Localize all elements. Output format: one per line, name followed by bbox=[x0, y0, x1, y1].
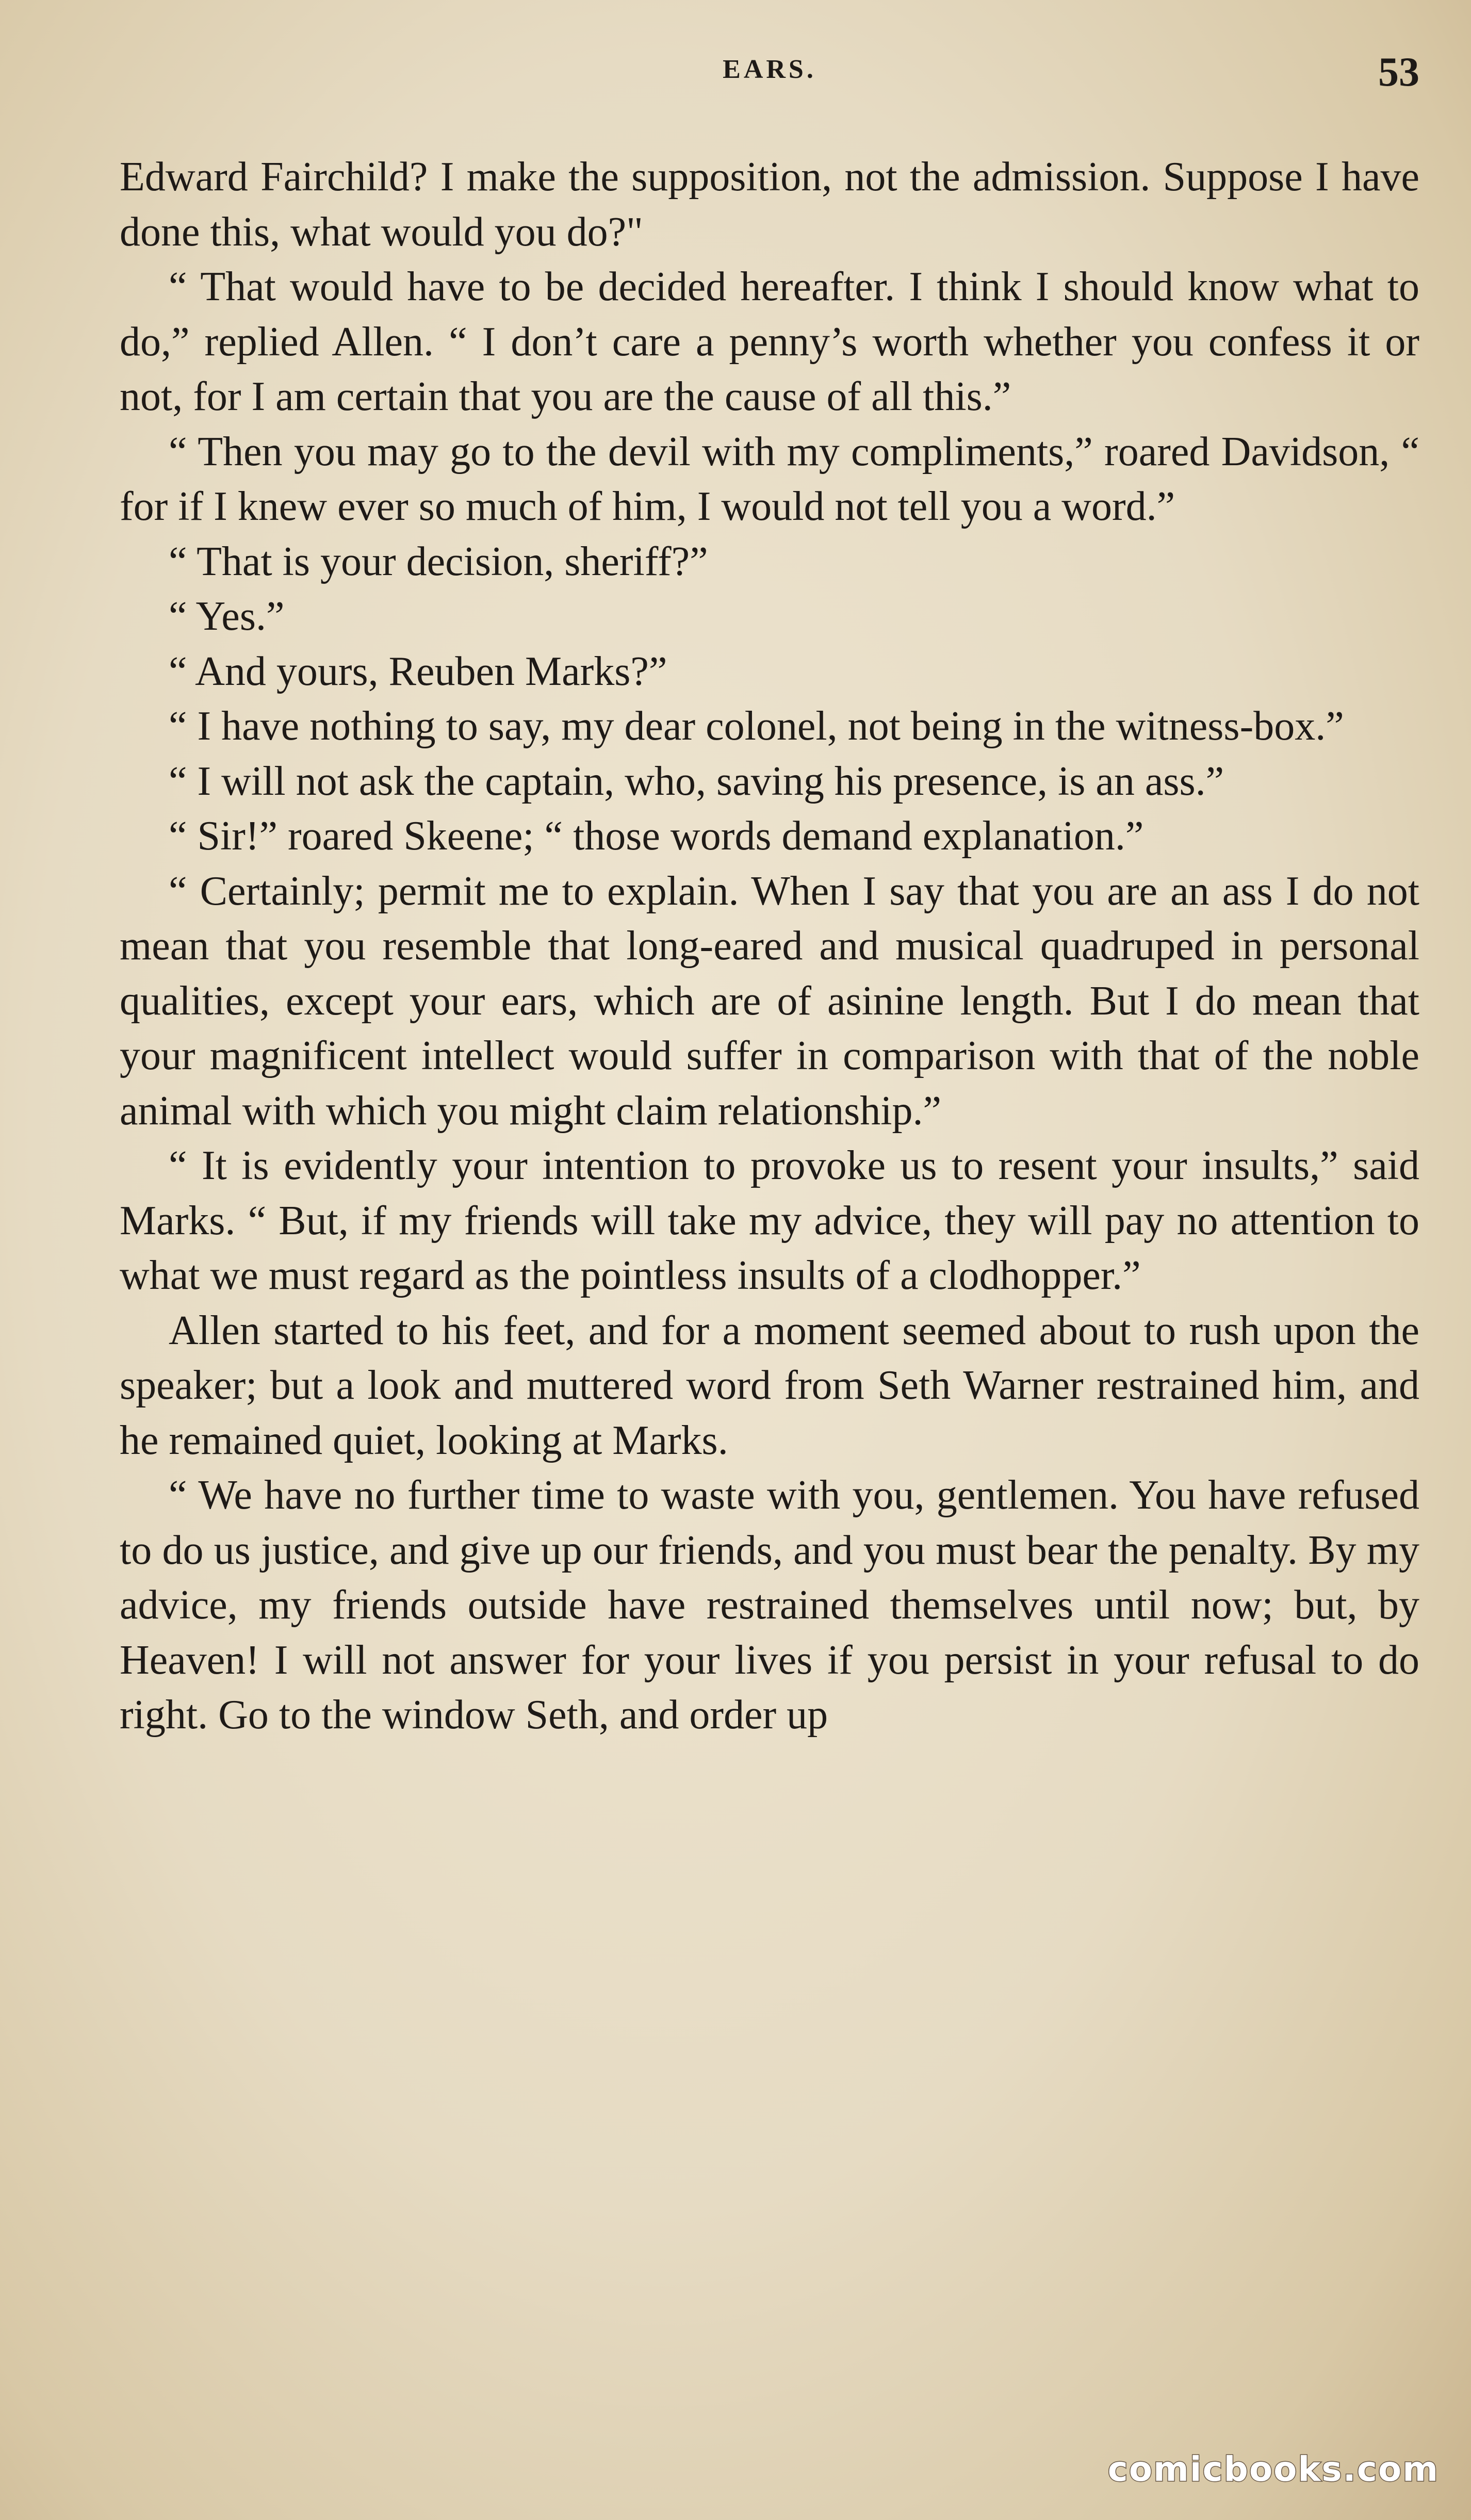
page-header bbox=[120, 49, 1419, 111]
body-text bbox=[120, 150, 1419, 1743]
paragraph: “ Sir!” roared Skeene; “ those words demand explanation.” bbox=[169, 813, 1144, 859]
page-number: 53 bbox=[1378, 50, 1419, 95]
paragraph: “ And yours, Reuben Marks?” bbox=[169, 648, 667, 694]
paragraph: “ Then you may go to the devil with my compliments,” roared Davidson, “ for if I knew ever so much of him, I would not tell you a word.” bbox=[120, 429, 1419, 529]
paragraph: “ Yes.” bbox=[169, 594, 285, 639]
paragraph: “ It is evidently your intention to provoke us to resent your insults,” said Marks. “ But, if my friends will take my advice, they will pay no attention to what we must regard as the pointless insults of a clodhopper.” bbox=[120, 1143, 1419, 1298]
paragraph: “ That is your decision, sheriff?” bbox=[169, 538, 708, 584]
site-watermark: comicbooks.com bbox=[1107, 2449, 1439, 2489]
paragraph: “ We have no further time to waste with you, gentlemen. You have refused to do us justice, and give up our friends, and you must bear the penalty. By my advice, my friends outside have restrained themselves until now; but, by Heaven! I will not answer for your lives if you persist in your refusal to do right. Go to the window Seth, and order up bbox=[120, 1472, 1419, 1738]
paragraph: Allen started to his feet, and for a moment seemed about to rush upon the speaker; but a look and muttered word from Seth Warner restrained him, and he remained quiet, looking at Marks. bbox=[120, 1307, 1419, 1463]
running-head: EARS. bbox=[723, 55, 816, 84]
paragraph: “ I will not ask the captain, who, saving his presence, is an ass.” bbox=[169, 758, 1224, 804]
paragraph: “ Certainly; permit me to explain. When I say that you are an ass I do not mean that you resemble that long-eared and musical quadruped in personal qualities, except your ears, which are of asinine length. But I do mean that your magnificent intellect would suffer in comparison with that of the noble animal with which you might claim relationship.” bbox=[120, 868, 1419, 1134]
paragraph: “ That would have to be decided hereafter. I think I should know what to do,” replied Allen. “ I don’t care a penny’s worth whether you confess it or not, for I am certain that you are the cause of all this.” bbox=[120, 264, 1419, 419]
paragraph: “ I have nothing to say, my dear colonel, not being in the witness-box.” bbox=[169, 703, 1344, 749]
paragraph: Edward Fairchild? I make the supposition, not the admission. Suppose I have done this, what would you do?" bbox=[120, 154, 1419, 255]
